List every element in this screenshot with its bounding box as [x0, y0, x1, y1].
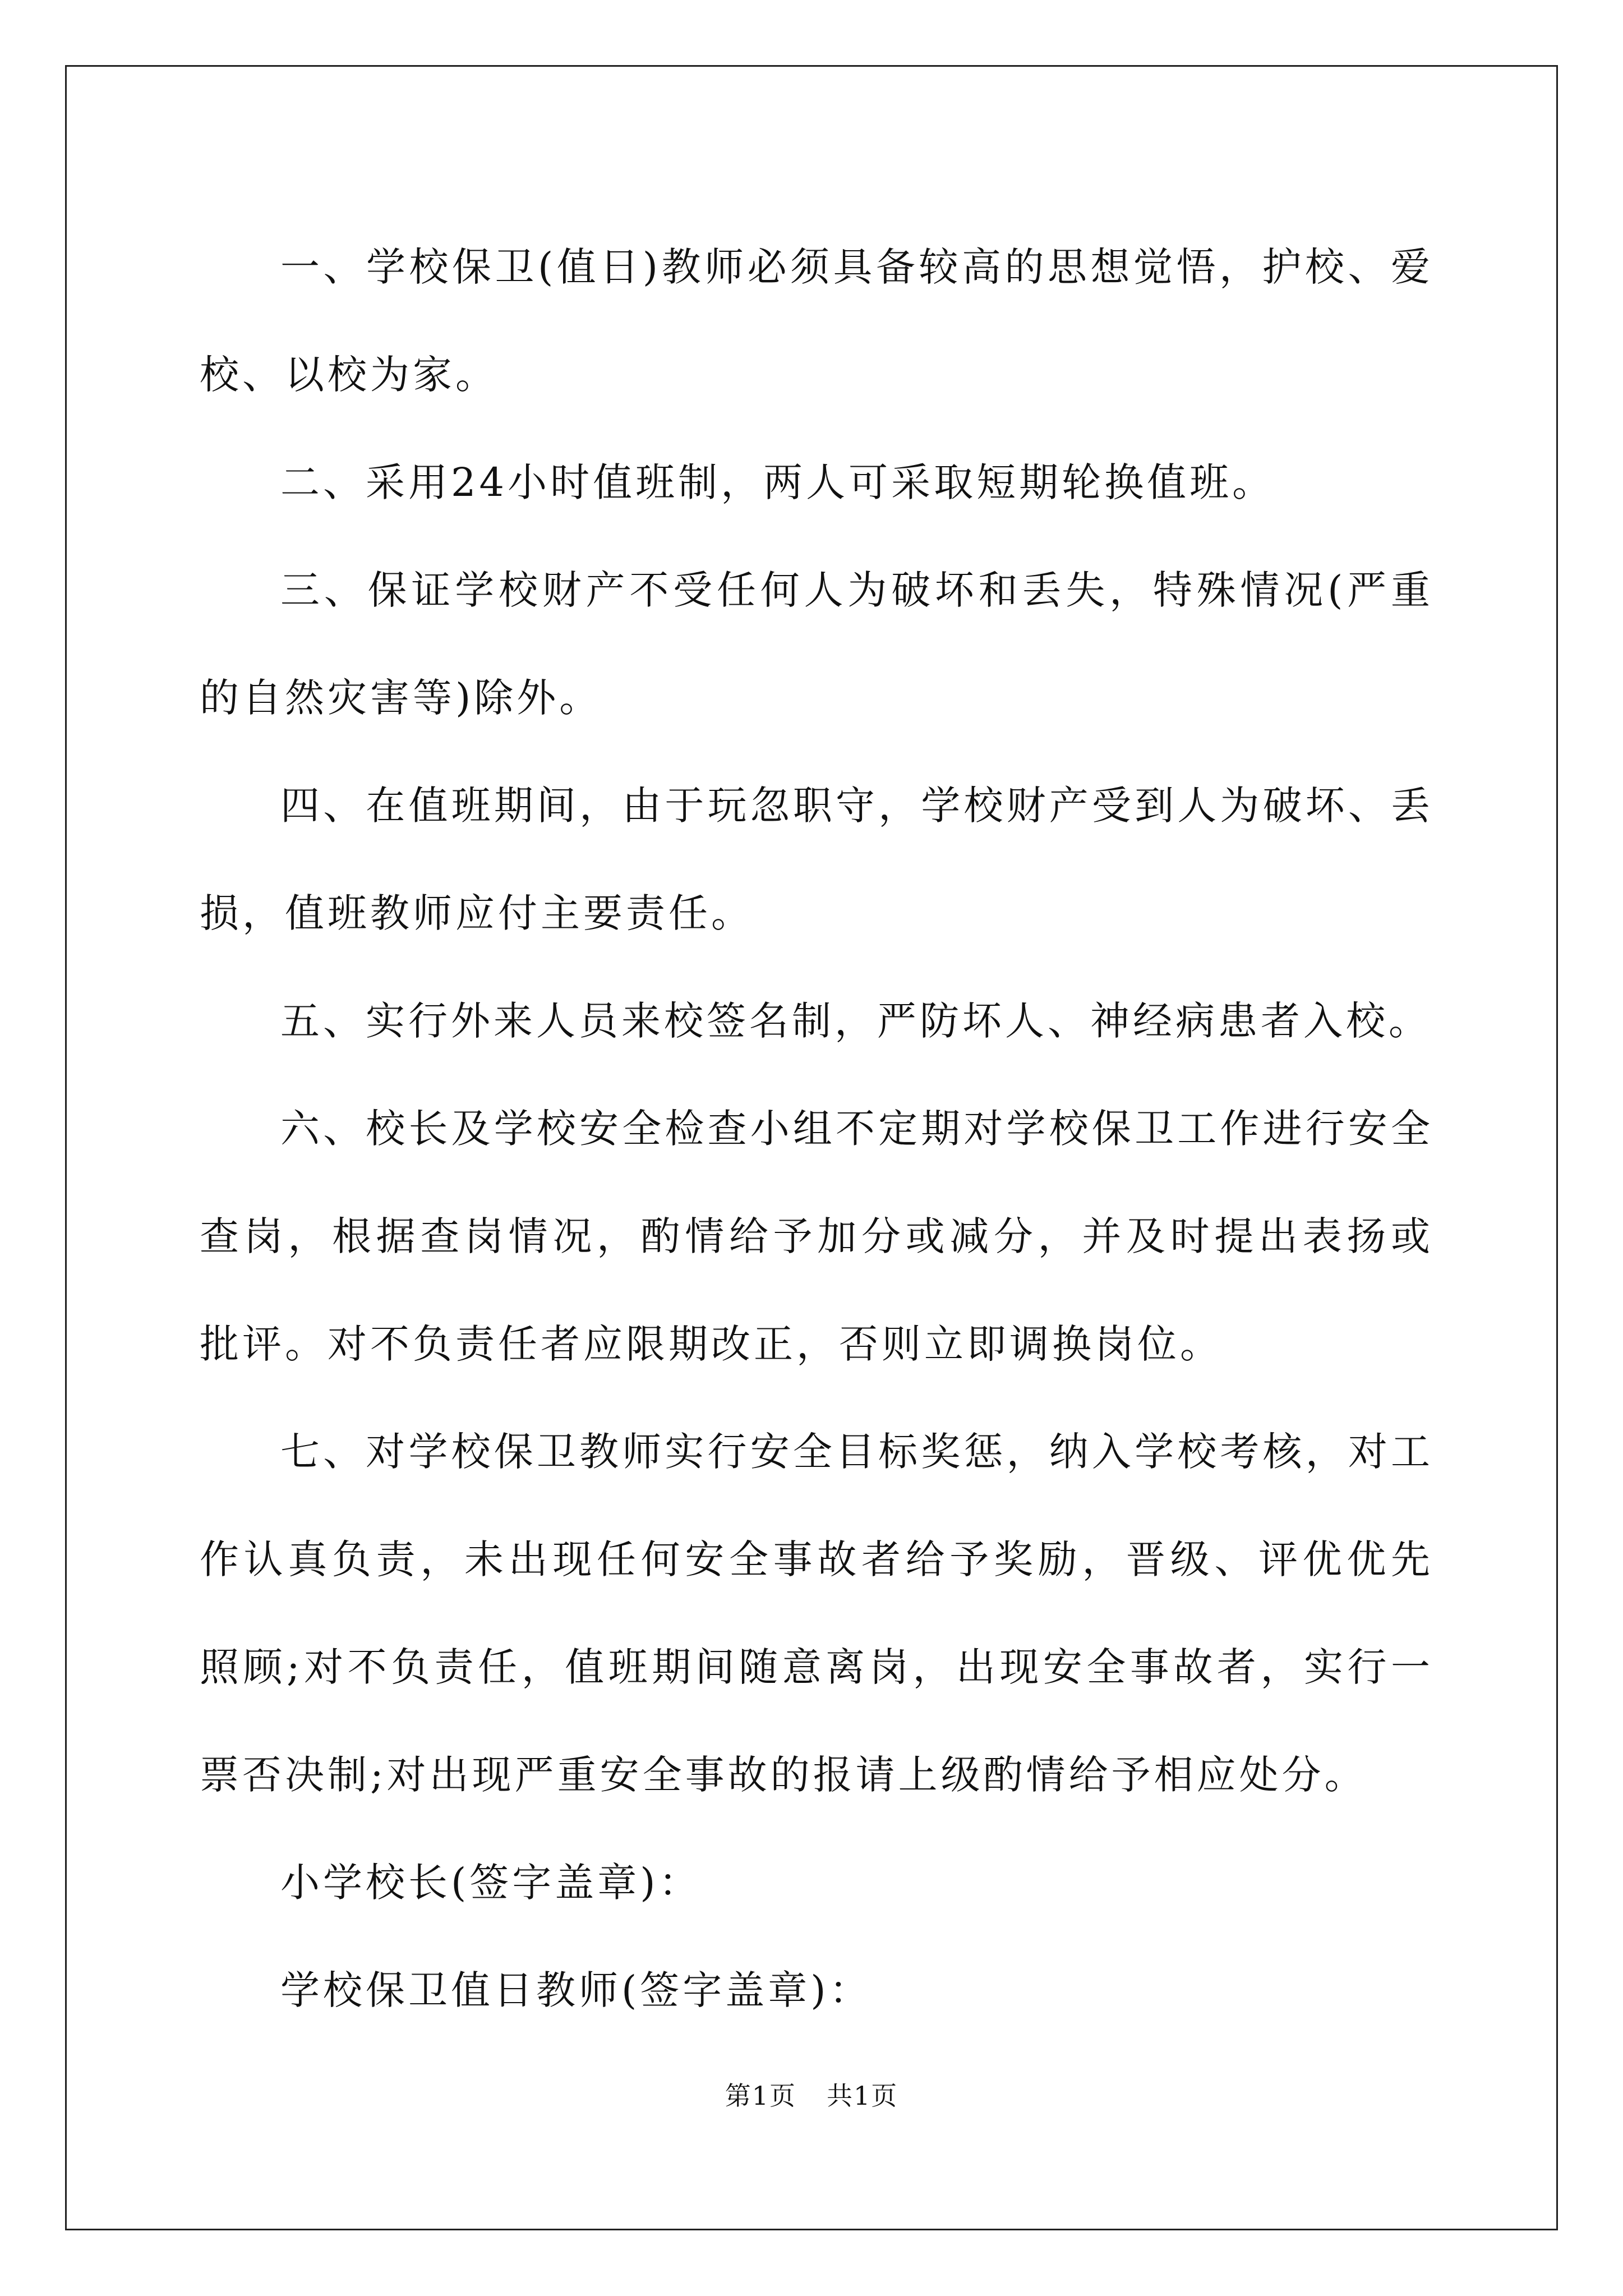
paragraph-2: 二、采用24小时值班制，两人可采取短期轮换值班。 — [280, 459, 1275, 505]
principal-signature-line: 小学校长(签字盖章)： — [280, 1860, 702, 1906]
paragraph-4: 四、在值班期间，由于玩忽职守，学校财产受到人为破坏、丢损，值班教师应付主要责任。 — [200, 783, 1433, 936]
duty-teacher-signature-line: 学校保卫值日教师(签字盖章)： — [280, 1967, 872, 2013]
page-number: 第1页 — [725, 2081, 796, 2111]
paragraph-1: 一、学校保卫(值日)教师必须具备较高的思想觉悟，护校、爱校、以校为家。 — [200, 244, 1433, 398]
paragraph-6: 六、校长及学校安全检查小组不定期对学校保卫工作进行安全查岗，根据查岗情况，酌情给予加分或减分，并及时提出表扬或批评。对不负责任者应限期改正，否则立即调换岗位。 — [200, 1106, 1433, 1367]
page-total: 共1页 — [827, 2081, 898, 2111]
paragraph-3: 三、保证学校财产不受任何人为破坏和丢失，特殊情况(严重的自然灾害等)除外。 — [200, 567, 1433, 721]
document-body — [200, 213, 1433, 2044]
paragraph-5: 五、实行外来人员来校签名制，严防坏人、神经病患者入校。 — [280, 998, 1431, 1044]
paragraph-7: 七、对学校保卫教师实行安全目标奖惩，纳入学校考核，对工作认真负责，未出现任何安全事故者给予奖励，晋级、评优优先照顾;对不负责任，值班期间随意离岗，出现安全事故者，实行一票否决制;对出现严重安全事故的报请上级酌情给予相应处分。 — [200, 1429, 1433, 1798]
page-footer — [0, 2076, 1623, 2113]
